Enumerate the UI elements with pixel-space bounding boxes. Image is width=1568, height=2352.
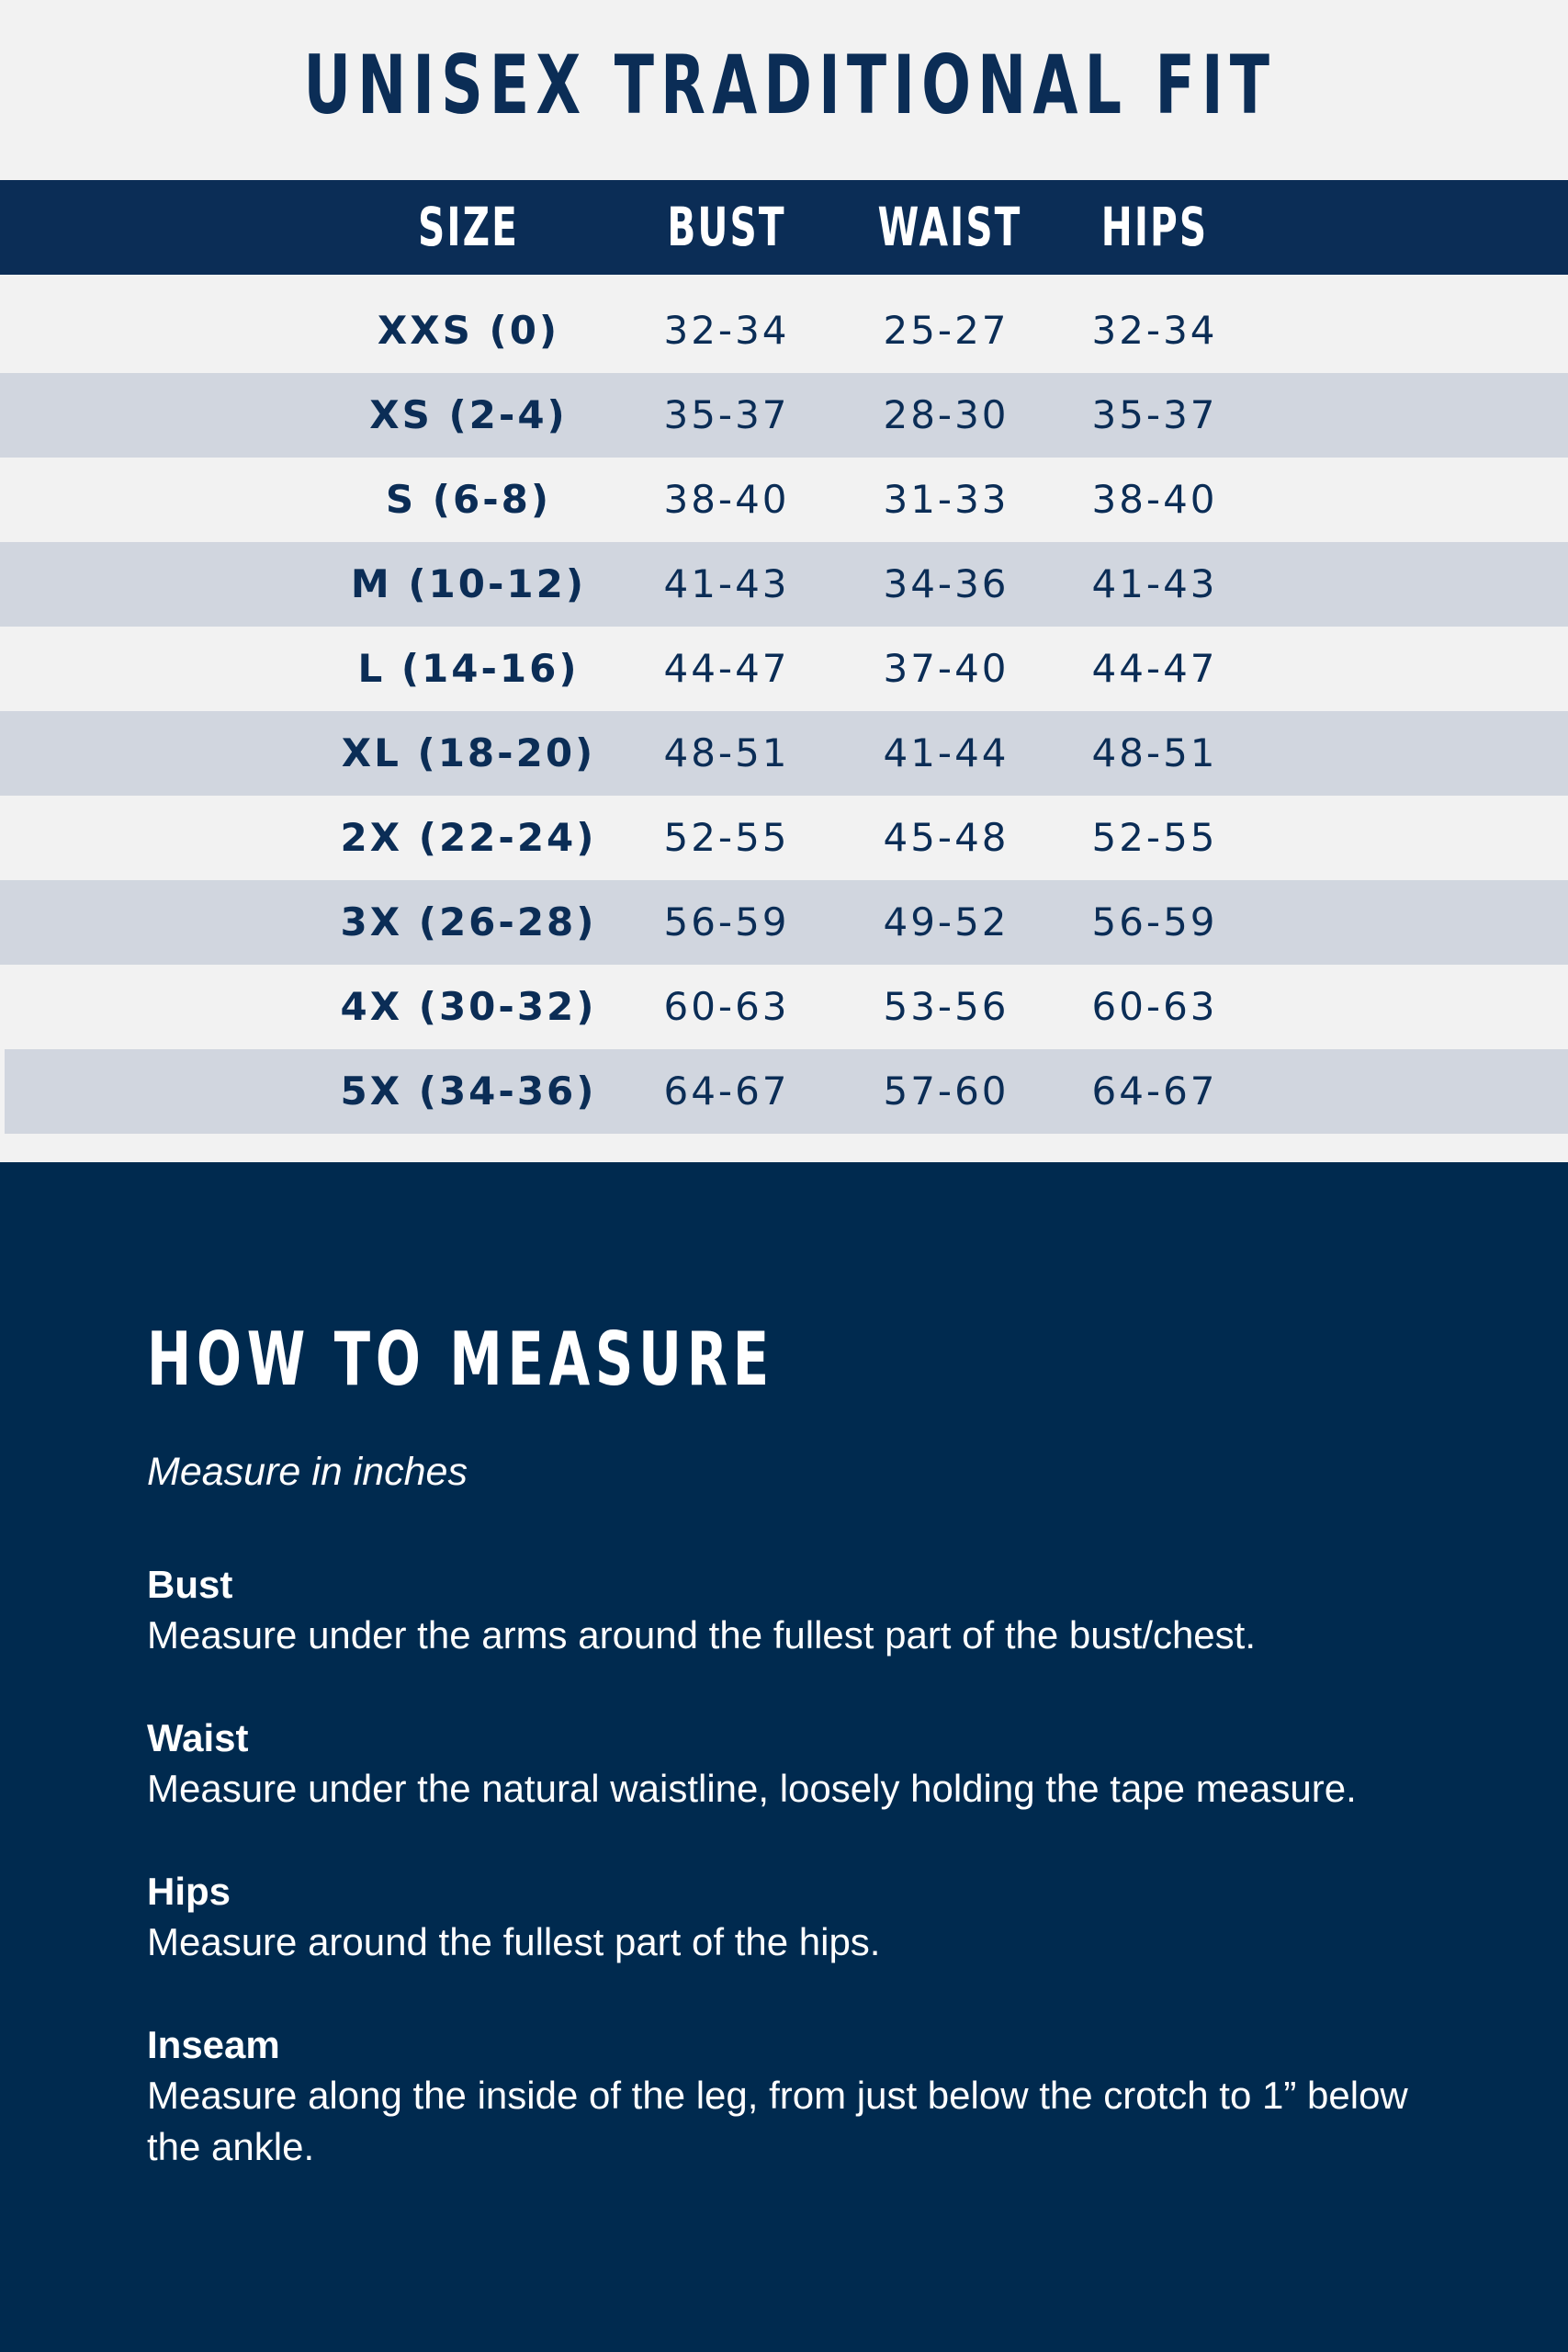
bust-cell: 44-47	[663, 646, 790, 691]
bust-cell: 41-43	[663, 561, 790, 606]
table-row	[0, 458, 1568, 542]
size-cell: 2X (22-24)	[340, 815, 597, 860]
header-waist: WAIST	[877, 196, 1022, 258]
size-cell: L (14-16)	[357, 646, 580, 691]
desc-hips: Measure around the fullest part of the hips.	[147, 1920, 881, 1963]
term-inseam: Inseam	[147, 2023, 280, 2066]
size-cell: 5X (34-36)	[340, 1069, 597, 1114]
table-row	[5, 1049, 1568, 1134]
table-header	[0, 180, 1568, 275]
desc-waist: Measure under the natural waistline, loosely holding the tape measure.	[147, 1767, 1357, 1810]
term-waist: Waist	[147, 1716, 249, 1759]
bust-cell: 64-67	[663, 1069, 790, 1114]
measure-units-note: Measure in inches	[147, 1450, 468, 1494]
waist-cell: 45-48	[883, 815, 1010, 860]
waist-cell: 37-40	[883, 646, 1010, 691]
table-row	[0, 880, 1568, 965]
size-cell: 3X (26-28)	[340, 899, 597, 944]
header-hips: HIPS	[1100, 196, 1209, 258]
size-cell: 4X (30-32)	[340, 984, 597, 1029]
waist-cell: 34-36	[883, 561, 1010, 606]
waist-cell: 53-56	[883, 984, 1010, 1029]
chart-title: UNISEX TRADITIONAL FIT	[303, 38, 1277, 132]
bust-cell: 35-37	[663, 392, 790, 437]
size-cell: XS (2-4)	[369, 392, 568, 437]
table-row	[0, 965, 1568, 1049]
hips-cell: 44-47	[1091, 646, 1218, 691]
hips-cell: 56-59	[1091, 899, 1218, 944]
bust-cell: 32-34	[663, 308, 790, 353]
header-bust: BUST	[667, 196, 786, 258]
hips-cell: 64-67	[1091, 1069, 1218, 1114]
waist-cell: 28-30	[883, 392, 1010, 437]
table-row	[0, 288, 1568, 373]
size-chart-section	[0, 0, 1568, 1162]
table-row	[0, 627, 1568, 711]
table-row	[0, 542, 1568, 627]
hips-cell: 35-37	[1091, 392, 1218, 437]
desc-inseam: Measure along the inside of the leg, from just below the crotch to 1” below the ankle.	[147, 2074, 1408, 2168]
waist-cell: 41-44	[883, 730, 1010, 775]
hips-cell: 60-63	[1091, 984, 1218, 1029]
table-row	[0, 711, 1568, 796]
waist-cell: 49-52	[883, 899, 1010, 944]
hips-cell: 41-43	[1091, 561, 1218, 606]
waist-cell: 31-33	[883, 477, 1010, 522]
hips-cell: 48-51	[1091, 730, 1218, 775]
size-cell: S (6-8)	[385, 477, 552, 522]
desc-bust: Measure under the arms around the fullest part of the bust/chest.	[147, 1613, 1257, 1657]
hips-cell: 52-55	[1091, 815, 1218, 860]
term-bust: Bust	[147, 1563, 233, 1606]
table-row	[0, 796, 1568, 880]
waist-cell: 25-27	[883, 308, 1010, 353]
bust-cell: 60-63	[663, 984, 790, 1029]
table-row	[0, 373, 1568, 458]
waist-cell: 57-60	[883, 1069, 1010, 1114]
hips-cell: 32-34	[1091, 308, 1218, 353]
hips-cell: 38-40	[1091, 477, 1218, 522]
how-to-measure-title: HOW TO MEASURE	[147, 1317, 774, 1402]
size-cell: XXS (0)	[377, 308, 560, 353]
term-hips: Hips	[147, 1870, 231, 1913]
size-cell: M (10-12)	[350, 561, 587, 606]
bust-cell: 56-59	[663, 899, 790, 944]
bust-cell: 52-55	[663, 815, 790, 860]
bust-cell: 48-51	[663, 730, 790, 775]
bust-cell: 38-40	[663, 477, 790, 522]
header-size: SIZE	[418, 196, 519, 258]
size-cell: XL (18-20)	[341, 730, 596, 775]
